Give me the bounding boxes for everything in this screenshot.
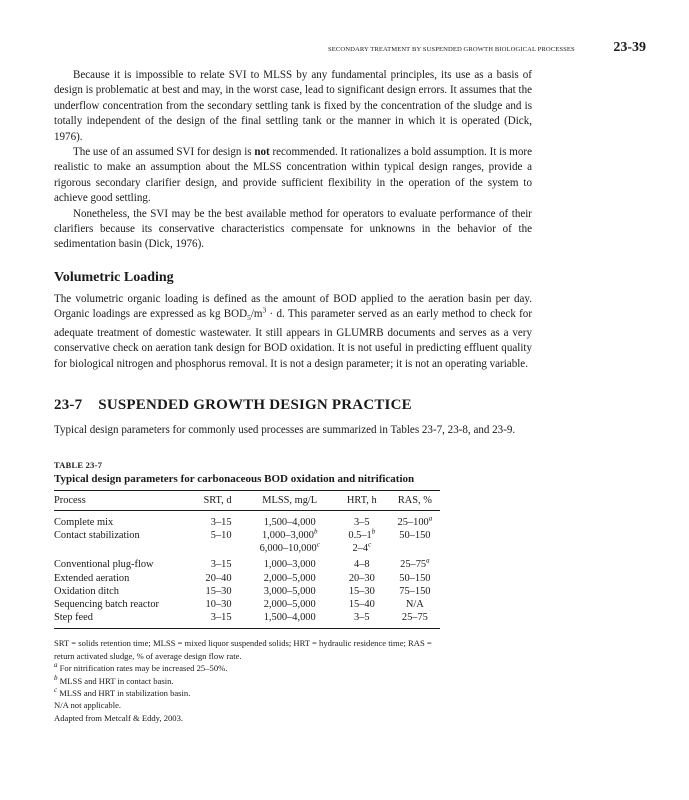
section-title: SUSPENDED GROWTH DESIGN PRACTICE [98, 397, 412, 414]
cell-mlss: 1,000–3,000$^b$ [261, 527, 318, 541]
note-c: $^c$ MLSS and HRT in stabilization basin. [54, 686, 191, 698]
cell-hrt: 3–5 [334, 611, 390, 629]
cell-mlss: 1,500–4,000 [246, 611, 334, 629]
col-header-hrt: HRT, h [334, 490, 390, 510]
cell-process [54, 542, 170, 555]
paragraph-section-intro: Typical design parameters for commonly used processes are summarized in Tables 23-7, 23-8, and 23-9. [54, 424, 516, 437]
col-header-mlss: MLSS, mg/L [246, 490, 334, 510]
cell-srt: 5–10 [210, 529, 232, 541]
cell-ras: 25–100$^a$ [397, 514, 433, 528]
paragraph-svi-basis: Because it is impossible to relate SVI to MLSS by any fundamental principles, its use as a basis of design is problematic at best and may, in the worst case, lead to significant design errors. It assumes that the underflow concentration from the secondary settling tank is fixed by the concentration of the sludge and is totally independent of the design of the final settling tank or the manner in which it is operated (Dick, 1976). [54, 69, 532, 143]
cell-ras: 50–150 [399, 572, 431, 584]
running-head: SECONDARY TREATMENT BY SUSPENDED GROWTH BIOLOGICAL PROCESSES [328, 46, 575, 53]
table-row [54, 542, 440, 555]
paragraph-svi-not-recommended: The use of an assumed SVI for design is not recommended. It rationalizes a bold assumption. It is more realistic to make an assumption about the MLSS concentration within typical design ranges, provide a rigorous secondary clarifier design, and provide sufficient flexibility in the operation of the system to achieve good settling. [54, 146, 532, 205]
cell-mlss: 1,500–4,000 [263, 516, 316, 528]
note-source: Adapted from Metcalf & Eddy, 2003. [54, 712, 184, 723]
section-heading [54, 396, 532, 415]
table-header-row [54, 490, 440, 510]
paragraph-svi-operators: Nonetheless, the SVI may be the best available method for operators to evaluate performance of their clarifiers because its conservative characteristics compensate for unknowns in the behavior of the sedimentation basin (Dick, 1976). [54, 207, 532, 251]
cell-ras: 25–75$^a$ [400, 556, 430, 571]
note-a: $^a$ For nitrification rates may be increased 25–50%. [54, 661, 228, 674]
table-row [54, 510, 440, 529]
cell-hrt: 20–30 [348, 572, 375, 584]
note-na: N/A not applicable. [54, 700, 122, 711]
page-header [328, 40, 646, 56]
page-number: 23-39 [613, 40, 646, 55]
table-row [54, 555, 440, 571]
cell-ras [390, 542, 440, 555]
section-number: 23-7 [54, 397, 83, 414]
cell-mlss: 2,000–5,000 [263, 598, 316, 610]
footnote-mark: c [316, 540, 320, 549]
cell-ras: 25–75 [390, 611, 440, 629]
emphasis-not: not [254, 146, 270, 159]
footnote-mark: b [371, 527, 376, 536]
cell-srt: 3–15 [210, 559, 232, 571]
design-parameters-table [54, 490, 440, 630]
cell-hrt: 15–30 [348, 585, 375, 597]
heading-volumetric-loading: Volumetric Loading [54, 269, 174, 285]
cell-process: Step feed [54, 611, 170, 629]
page-content [54, 68, 532, 724]
cell-srt: 10–30 [205, 598, 232, 610]
table-title: Typical design parameters for carbonaceous BOD oxidation and nitrification [54, 472, 415, 485]
cell-process: Extended aeration [54, 572, 130, 584]
cell-hrt: 0.5–1$^b$ [348, 527, 376, 541]
cell-mlss: 3,000–5,000 [263, 585, 316, 597]
table-row [54, 572, 440, 585]
note-b: $^b$ MLSS and HRT in contact basin. [54, 673, 174, 686]
cell-mlss: 6,000–10,000$^c$ [259, 540, 320, 555]
table-row [54, 585, 440, 598]
cell-process: Oxidation ditch [54, 585, 119, 597]
col-header-ras: RAS, % [390, 490, 440, 510]
cell-process: Contact stabilization [54, 529, 140, 541]
cell-ras: 50–150 [399, 529, 431, 541]
cell-ras: 75–150 [399, 585, 431, 597]
cell-process: Complete mix [54, 516, 114, 528]
footnote-mark: c [368, 540, 372, 549]
cell-mlss: 2,000–5,000 [263, 572, 316, 584]
cell-hrt: 4–8 [354, 559, 370, 571]
table-notes [54, 637, 444, 724]
cell-process: Sequencing batch reactor [54, 598, 160, 610]
cell-srt: 20–40 [205, 572, 232, 584]
cell-process: Conventional plug-flow [54, 559, 154, 571]
footnote-mark: a [428, 514, 433, 523]
col-header-process: Process [54, 490, 170, 510]
cell-ras: N/A [405, 598, 424, 610]
cell-srt: 15–30 [205, 585, 232, 597]
table-row [54, 529, 440, 542]
footnote-mark: b [313, 527, 318, 536]
footnote-mark: a [426, 556, 430, 565]
cell-hrt: 15–40 [348, 598, 375, 610]
note-abbreviations: SRT = solids retention time; MLSS = mixed liquor suspended solids; HRT = hydraulic residence time; RAS = return activated sludge, % of average design flow rate. [54, 638, 432, 661]
cell-hrt: 2–4$^c$ [352, 540, 372, 555]
table-row [54, 611, 440, 629]
table-row [54, 598, 440, 611]
table-label: TABLE 23-7 [54, 460, 103, 470]
cell-srt: 3–15 [210, 516, 232, 528]
paragraph-volumetric-loading: The volumetric organic loading is defined as the amount of BOD applied to the aeration basin per day. Organic loadings are expressed as kg $BOD_5/m^3 \cdot d$. This parameter served as an early method to check for adequate treatment of domestic wastewater. It still appears in GLUMRB documents and serves as a very conservative check on aeration tank design for BOD oxidation. It is not useful in predicting effluent quality for biological nitrogen and phosphorus removal. It is not a design parameter; it is not an operating variable. [54, 292, 532, 370]
cell-srt: 3–15 [170, 611, 245, 629]
cell-mlss: 1,000–3,000 [263, 559, 316, 571]
col-header-srt: SRT, d [170, 490, 245, 510]
cell-srt [170, 542, 245, 555]
cell-hrt: 3–5 [354, 516, 370, 528]
